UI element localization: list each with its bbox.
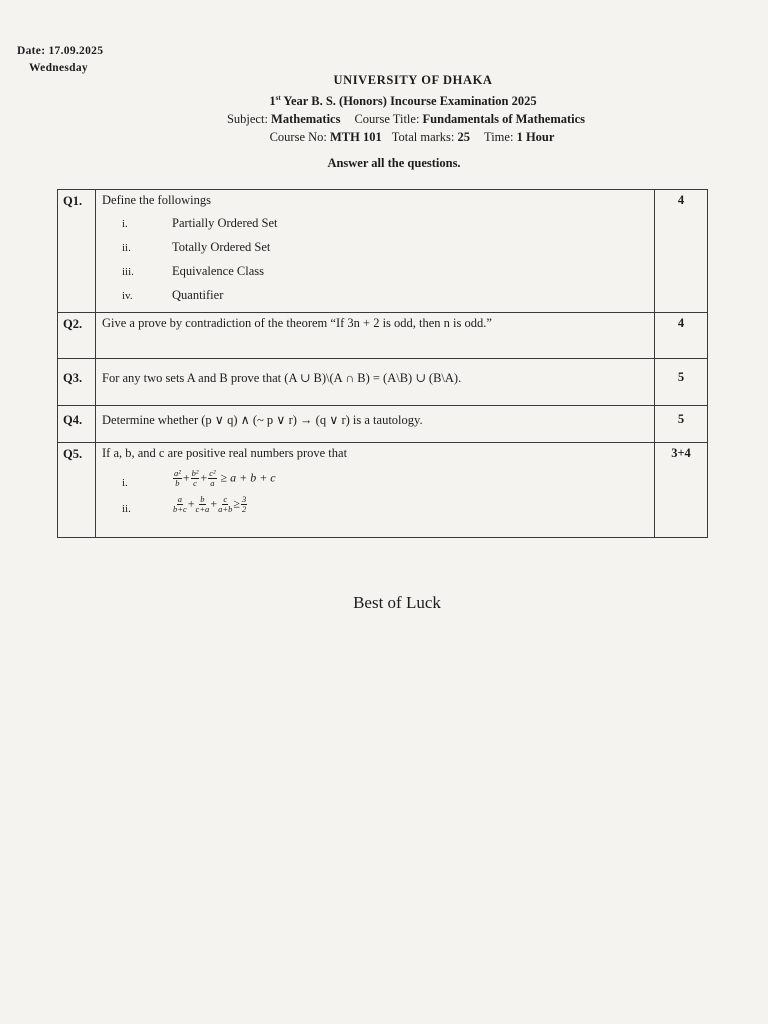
question-row-2 bbox=[58, 313, 708, 359]
question-number: Q3. bbox=[58, 359, 96, 406]
inequality-1: $\frac{\text{a²}}{b}$ + $\frac{\text{b²}}{c}$ + $\frac{\text{c²}}{a}$ ≥ a + b + c bbox=[174, 468, 276, 488]
inequality-2: $\frac{a}{b+c}$ + $\frac{b}{c+a}$ + $\frac{c}{a+b}$ ≥ $\frac{3}{2}$ bbox=[173, 494, 247, 514]
question-marks: 4 bbox=[655, 190, 708, 313]
question-text: For any two sets A and B prove that (A ∪ B)\(A ∩ B) = (A\B) ∪ (B\A). bbox=[96, 359, 655, 406]
total-marks-value: 25 bbox=[457, 130, 471, 145]
question-row-4 bbox=[58, 406, 708, 443]
exam-title: 1st Year B. S. (Honors) Incourse Examination 2025 bbox=[269, 94, 537, 109]
question-text: Determine whether (p ∨ q) ∧ (~ p ∨ r) → (q ∨ r) is a tautology. bbox=[96, 406, 655, 443]
exam-day: Wednesday bbox=[29, 62, 88, 74]
sub-item: iv. Quantifier bbox=[122, 288, 224, 302]
question-marks: 5 bbox=[655, 359, 708, 406]
sub-item: i. Partially Ordered Set bbox=[122, 216, 278, 230]
question-marks: 5 bbox=[655, 406, 708, 443]
question-number: Q2. bbox=[58, 313, 96, 359]
sub-item: ii. $\frac{a}{b+c}$ + $\frac{b}{c+a}$ + $\frac{c}{a+b}$ ≥ $\frac{3}{2}$ bbox=[102, 495, 654, 515]
question-text: If a, b, and c are positive real numbers prove that i. $\frac{\text{a²}}{b}$ + $\frac{\text{b²}}{c}$ + $\frac{\text{c²}}{a}$ ≥ a + b + c ii. $\frac{a}{b+c}$ + $\frac{b}{c+a}$ + $\frac{c}{a+b}$ ≥ $\frac{3}{2}$ bbox=[96, 443, 655, 538]
question-marks: 3+4 bbox=[655, 443, 708, 538]
question-number: Q5. bbox=[58, 443, 96, 538]
question-row-5 bbox=[58, 443, 708, 538]
course-no-value: MTH 101 bbox=[330, 130, 382, 145]
sub-item: ii. Totally Ordered Set bbox=[122, 240, 271, 254]
question-number: Q4. bbox=[58, 406, 96, 443]
instruction: Answer all the questions. bbox=[327, 156, 461, 170]
exam-date: Date: 17.09.2025 bbox=[17, 45, 104, 57]
time-value: 1 Hour bbox=[516, 130, 555, 145]
course-title-value: Fundamentals of Mathematics bbox=[422, 112, 586, 127]
question-row-3 bbox=[58, 359, 708, 406]
question-text: Give a prove by contradiction of the theorem “If 3n + 2 is odd, then n is odd.” bbox=[96, 313, 655, 359]
question-text: Define the followings i. Partially Ordered Set ii. Totally Ordered Set iii. Equivalence Class iv. Quantifier bbox=[96, 190, 655, 313]
subject-value: Mathematics bbox=[271, 112, 341, 127]
sub-item: i. $\frac{\text{a²}}{b}$ + $\frac{\text{b²}}{c}$ + $\frac{\text{c²}}{a}$ ≥ a + b + c bbox=[102, 469, 654, 489]
course-line: Course No: MTH 101 Total marks: 25 Time: 1 Hour bbox=[269, 130, 555, 145]
question-row-1 bbox=[58, 190, 708, 313]
question-marks: 4 bbox=[655, 313, 708, 359]
university-name: UNIVERSITY OF DHAKA bbox=[333, 73, 493, 87]
subject-line: Subject: Mathematics Course Title: Fundamentals of Mathematics bbox=[226, 112, 586, 127]
sub-item: iii. Equivalence Class bbox=[122, 264, 264, 278]
exam-header bbox=[0, 71, 768, 146]
question-number: Q1. bbox=[58, 190, 96, 313]
closing-message: Best of Luck bbox=[353, 593, 441, 612]
questions-table bbox=[57, 189, 708, 538]
